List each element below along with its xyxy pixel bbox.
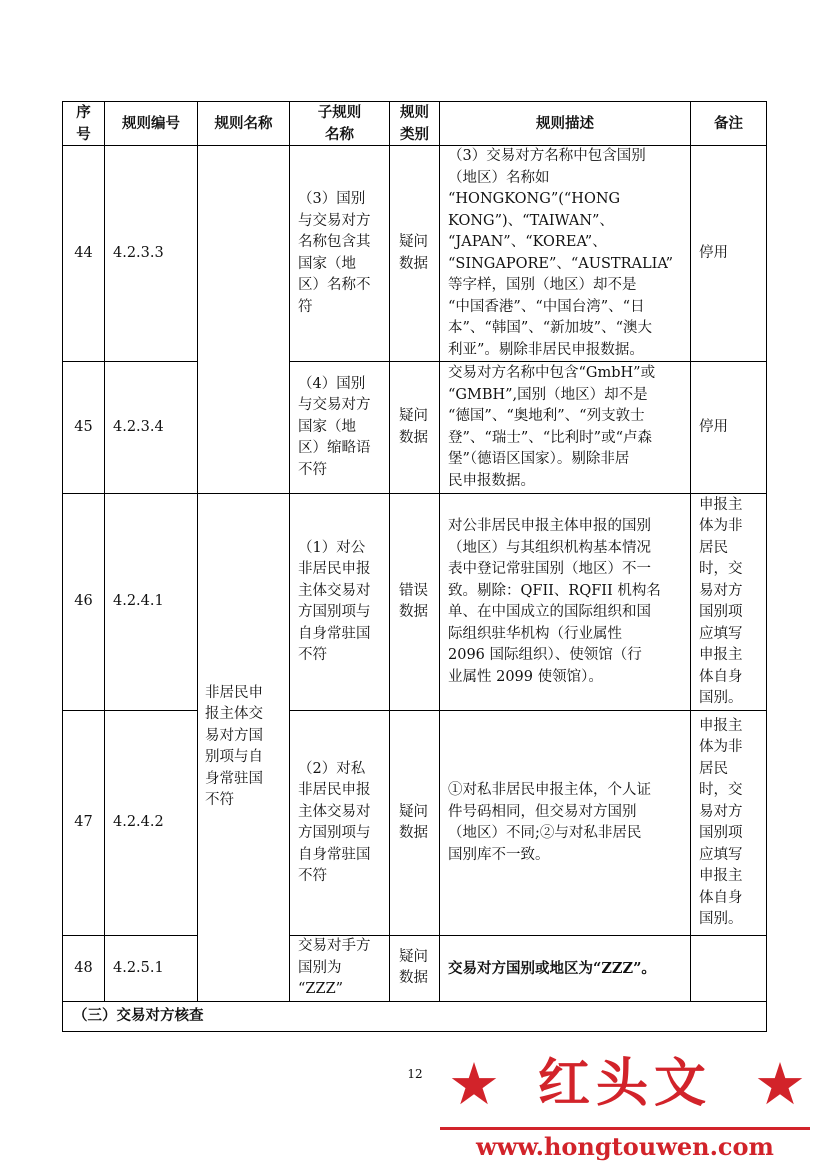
cell-rule-name-group: 非居民申 报主体交 易对方国 别项与自 身常驻国 不符 (198, 494, 290, 1002)
cell-note: 停用 (691, 146, 767, 362)
table-row (63, 711, 767, 936)
section-heading: （三）交易对方核查 (63, 1001, 767, 1031)
cell-sub-rule: （3）国别 与交易对方 名称包含其 国家（地 区）名称不 符 (290, 146, 390, 362)
cell-desc: （3）交易对方名称中包含国别 （地区）名称如 “HONGKONG”(“HONG KONG”)、“TAIWAN”、 “JAPAN”、“KOREA”、 “SINGAPORE”、“AUSTRALIA” 等字样，国别（地区）却不是 “中国香港”、“中国台湾”、“日 本”、“韩国”、“新加坡”、“澳大 利亚”。剔除非居民申报数据。 (440, 146, 691, 362)
header-seq: 序 号 (63, 102, 105, 146)
header-note: 备注 (691, 102, 767, 146)
header-sub-rule: 子规则 名称 (290, 102, 390, 146)
cell-sub-rule: （2）对私 非居民申报 主体交易对 方国别项与 自身常驻国 不符 (290, 711, 390, 936)
header-rule-name: 规则名称 (198, 102, 290, 146)
cell-desc: 交易对方国别或地区为“ZZZ”。 (440, 936, 691, 1002)
header-category: 规则 类别 (390, 102, 440, 146)
cell-seq: 45 (63, 362, 105, 494)
cell-category: 错误 数据 (390, 494, 440, 711)
cell-rule-no: 4.2.5.1 (105, 936, 198, 1002)
cell-category: 疑问 数据 (390, 146, 440, 362)
cell-sub-rule: 交易对手方 国别为 “ZZZ” (290, 936, 390, 1002)
cell-sub-rule: （1）对公 非居民申报 主体交易对 方国别项与 自身常驻国 不符 (290, 494, 390, 711)
cell-desc: 交易对方名称中包含“GmbH”或 “GMBH”,国别（地区）却不是 “德国”、“奥地利”、“列支敦士 登”、“瑞士”、“比利时”或“卢森 堡”（德语区国家）。剔除非居 民申报数据。 (440, 362, 691, 494)
cell-category: 疑问 数据 (390, 711, 440, 936)
cell-category: 疑问 数据 (390, 936, 440, 1002)
page-number: 12 (407, 1067, 423, 1081)
cell-note: 申报主 体为非 居民 时，交 易对方 国别项 应填写 申报主 体自身 国别。 (691, 494, 767, 711)
cell-seq: 44 (63, 146, 105, 362)
cell-rule-no: 4.2.4.2 (105, 711, 198, 936)
watermark-logo (440, 1052, 810, 1162)
header-rule-no: 规则编号 (105, 102, 198, 146)
star-icon: ★ (448, 1050, 500, 1118)
cell-desc: ①对私非居民申报主体，个人证 件号码相同，但交易对方国别 （地区）不同;②与对私非居民 国别库不一致。 (440, 711, 691, 936)
cell-note: 停用 (691, 362, 767, 494)
cell-note: 申报主 体为非 居民 时，交 易对方 国别项 应填写 申报主 体自身 国别。 (691, 711, 767, 936)
cell-rule-no: 4.2.3.4 (105, 362, 198, 494)
table-header-row (63, 102, 767, 146)
cell-rule-no: 4.2.4.1 (105, 494, 198, 711)
cell-sub-rule: （4）国别 与交易对方 国家（地 区）缩略语 不符 (290, 362, 390, 494)
watermark-divider (440, 1127, 810, 1130)
cell-note (691, 936, 767, 1002)
star-icon: ★ (754, 1050, 806, 1118)
cell-desc: 对公非居民申报主体申报的国别 （地区）与其组织机构基本情况 表中登记常驻国别（地区）不一 致。剔除：QFII、RQFII 机构名 单、在中国成立的国际组织和国 际组织驻华机构（行业属性 2096 国际组织）、使领馆（行 业属性 2099 使领馆）。 (440, 494, 691, 711)
cell-seq: 47 (63, 711, 105, 936)
watermark-title: 红头文 (537, 1053, 712, 1114)
table-row (63, 362, 767, 494)
table-row (63, 146, 767, 362)
table-row (63, 936, 767, 1002)
cell-rule-no: 4.2.3.3 (105, 146, 198, 362)
cell-rule-name-empty (198, 146, 290, 494)
section-row (63, 1001, 767, 1031)
header-desc: 规则描述 (440, 102, 691, 146)
cell-seq: 46 (63, 494, 105, 711)
cell-seq: 48 (63, 936, 105, 1002)
rules-table (62, 101, 767, 1032)
table-row (63, 494, 767, 711)
watermark-url: www.hongtouwen.com (476, 1132, 774, 1161)
cell-category: 疑问 数据 (390, 362, 440, 494)
